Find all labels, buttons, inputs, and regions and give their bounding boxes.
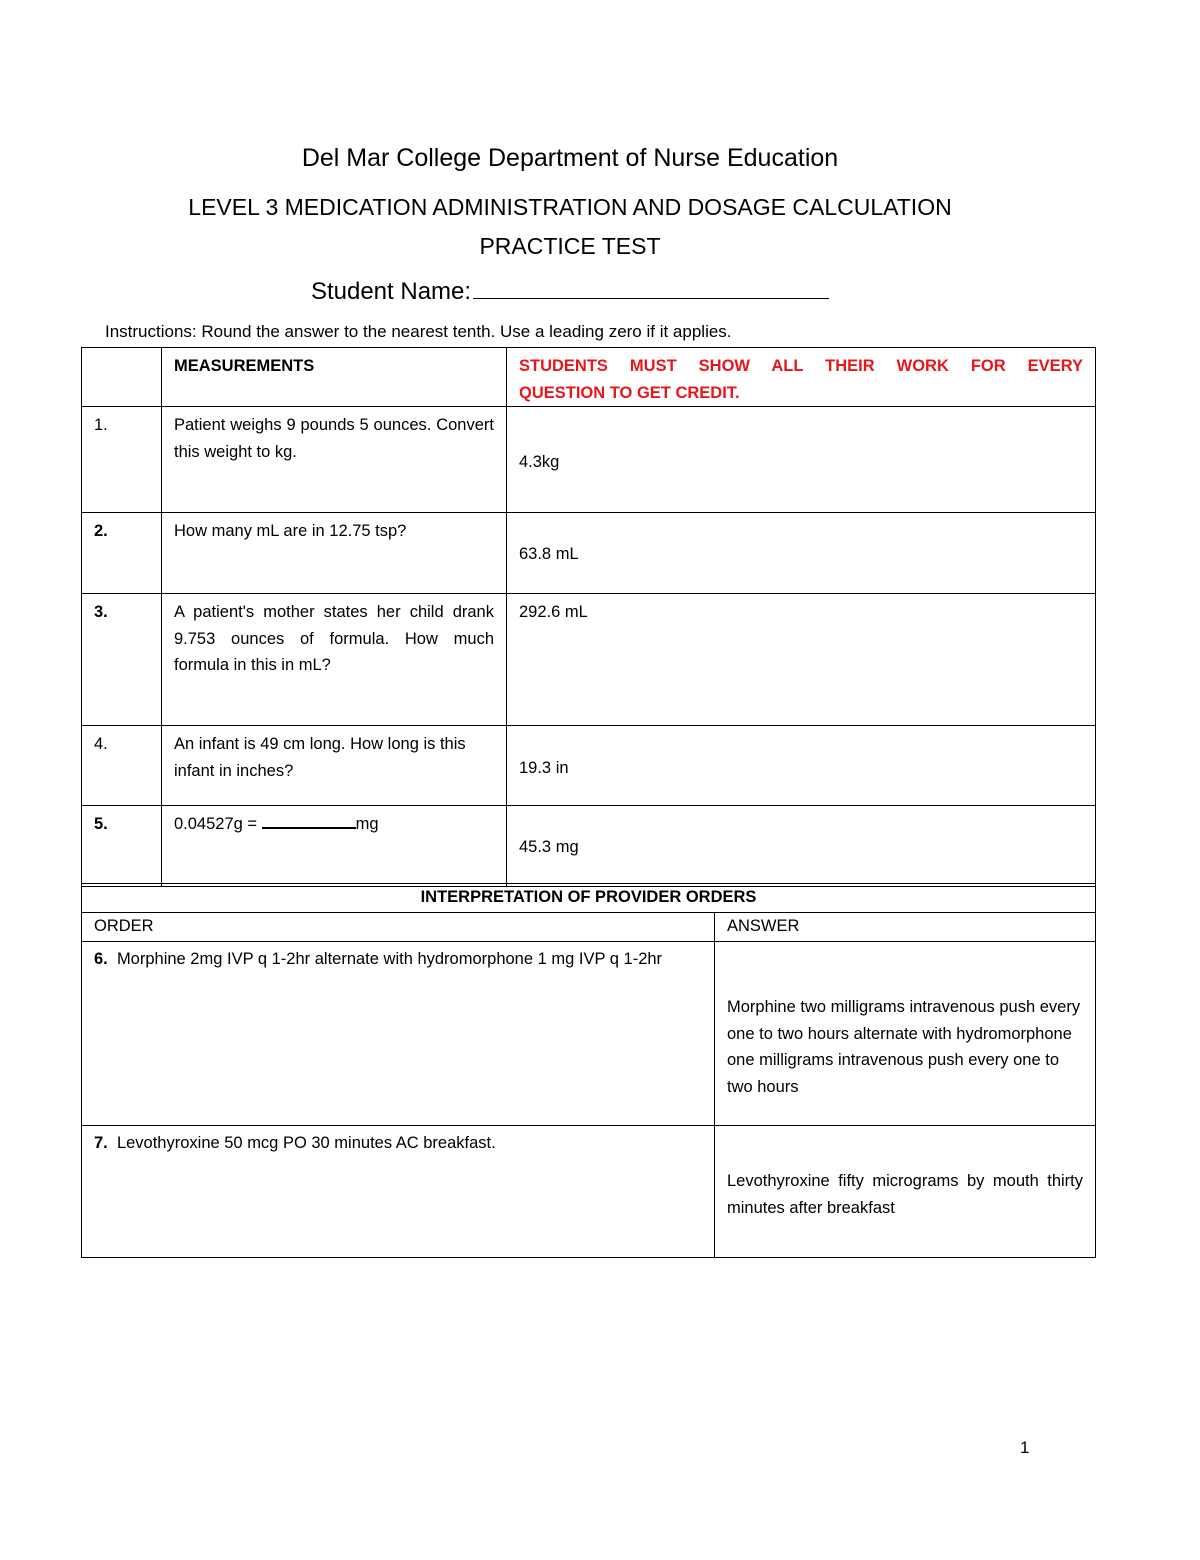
work-notice [507, 348, 1096, 407]
order-text-cell [82, 942, 715, 1126]
test-title: LEVEL 3 MEDICATION ADMINISTRATION AND DOSAGE CALCULATION [188, 194, 952, 220]
order-answer-cell[interactable] [715, 1126, 1096, 1258]
question-number: 2. [82, 513, 162, 594]
page-number: 1 [1020, 1438, 1030, 1457]
instructions: Instructions: Round the answer to the nearest tenth. Use a leading zero if it applies. [105, 322, 732, 341]
order-text: Morphine 2mg IVP q 1-2hr alternate with hydromorphone 1 mg IVP q 1-2hr [116, 950, 663, 968]
answer-text: 292.6 mL [519, 603, 588, 621]
answer-text: 4.3kg [519, 453, 560, 471]
table-row [82, 726, 1096, 806]
order-answer-text: Levothyroxine fifty micrograms by mouth thirty minutes after breakfast [727, 1172, 1084, 1217]
student-name-field[interactable] [473, 276, 829, 299]
answer-cell[interactable] [507, 726, 1096, 806]
number-header-cell [82, 348, 162, 407]
order-text-cell [82, 1126, 715, 1258]
work-notice-line2: QUESTION TO GET CREDIT. [519, 383, 740, 402]
answer-text: 45.3 mg [519, 838, 579, 856]
question-number: 1. [82, 407, 162, 513]
answer-header: ANSWER [715, 913, 1096, 942]
section-title: INTERPRETATION OF PROVIDER ORDERS [82, 884, 1096, 913]
question-number: 5. [82, 806, 162, 887]
table-row [82, 513, 1096, 594]
orders-header-row [82, 913, 1096, 942]
question-text: An infant is 49 cm long. How long is this infant in inches? [162, 726, 507, 806]
answer-cell[interactable] [507, 806, 1096, 887]
table-row [82, 594, 1096, 726]
question-text: Patient weighs 9 pounds 5 ounces. Convert this weight to kg. [162, 407, 507, 513]
question-text: How many mL are in 12.75 tsp? [162, 513, 507, 594]
measurements-table [81, 347, 1096, 887]
provider-orders-table [81, 883, 1096, 1258]
answer-text: 63.8 mL [519, 545, 579, 563]
student-name-label: Student Name: [310, 278, 472, 305]
order-header: ORDER [82, 913, 715, 942]
measurements-header: MEASUREMENTS [162, 348, 507, 407]
order-row [82, 1126, 1096, 1258]
table-header-row [82, 348, 1096, 407]
work-notice-line1: STUDENTS MUST SHOW ALL THEIR WORK FOR EVERY [519, 357, 1083, 375]
table-row [82, 806, 1096, 887]
question-text [162, 806, 507, 887]
question-number: 4. [82, 726, 162, 806]
question-suffix: mg [355, 815, 379, 833]
answer-cell[interactable] [507, 513, 1096, 594]
test-subtitle: PRACTICE TEST [479, 233, 661, 259]
college-name: Del Mar College Department of Nurse Education [301, 144, 839, 172]
order-row [82, 942, 1096, 1126]
answer-cell[interactable] [507, 594, 1096, 726]
order-number: 6. [94, 950, 108, 968]
question-number: 3. [82, 594, 162, 726]
student-name-row [0, 276, 1140, 306]
order-number: 7. [94, 1134, 108, 1152]
table-row [82, 407, 1096, 513]
question-text: A patient's mother states her child drank 9.753 ounces of formula. How much formula in this in mL? [162, 594, 507, 726]
answer-cell[interactable] [507, 407, 1096, 513]
order-answer-text: Morphine two milligrams intravenous push every one to two hours alternate with hydromorphone one milligrams intravenous push every one to two hours [727, 998, 1081, 1096]
order-text: Levothyroxine 50 mcg PO 30 minutes AC breakfast. [116, 1134, 496, 1152]
section-title-row [82, 884, 1096, 913]
question-prefix: 0.04527g = [174, 815, 262, 833]
answer-text: 19.3 in [519, 759, 569, 777]
order-answer-cell[interactable] [715, 942, 1096, 1126]
blank-line [262, 813, 356, 829]
